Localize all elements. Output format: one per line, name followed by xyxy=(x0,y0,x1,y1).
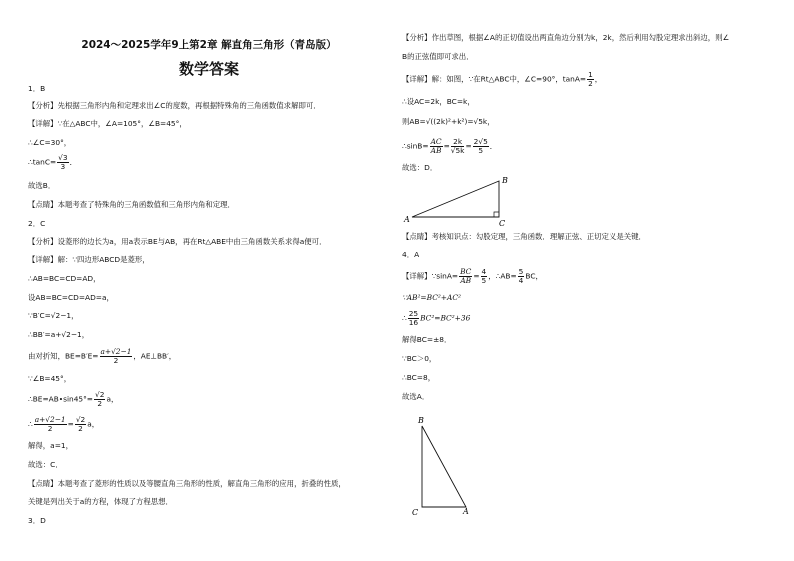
q4-detail-fraction-3 xyxy=(518,268,525,285)
q2-s7-prefix: ∴BE=AB•sin45°= xyxy=(28,394,94,404)
fraction-denominator: 5 xyxy=(481,276,487,285)
document-subtitle: 数学答案 xyxy=(178,60,239,78)
q3-triangle xyxy=(412,181,499,217)
q3-analysis-line1: 【分析】作出草图，根据∠A的正切值设出两直角边分别为k，2k，然后利用勾股定理求出斜边，则∠ xyxy=(402,33,730,42)
q1-step2-fraction xyxy=(57,154,68,171)
q4-triangle xyxy=(422,426,466,507)
q2-choose: 故选：C． xyxy=(28,460,63,469)
q2-s7 xyxy=(28,391,118,408)
fraction-denominator: 3 xyxy=(60,162,66,171)
q3-s3-fraction-3 xyxy=(473,138,489,155)
fraction-numerator: 4 xyxy=(481,267,487,276)
q2-comment-line2: 关键是列出关于a的方程，体现了方程思想． xyxy=(28,497,173,506)
fraction-numerator: 5 xyxy=(518,267,524,276)
q3-detail-suffix: ， xyxy=(594,74,603,84)
q2-s5-suffix: ，AE⊥BB′， xyxy=(133,351,177,361)
document-title: 2024～2025学年9上第2章 解直角三角形（青岛版） xyxy=(81,39,337,51)
q1-comment: 【点睛】本题考查了特殊角的三角函数值和三角形内角和定理． xyxy=(28,200,235,209)
q4-s1: ∵AB²=BC²+AC² xyxy=(402,293,461,302)
q3-s3 xyxy=(402,138,497,155)
q4-choose: 故选A． xyxy=(402,392,430,401)
fraction-numerator: a+√2−1 xyxy=(34,415,66,424)
q4-detail-suffix: BC， xyxy=(525,271,543,281)
fraction-denominator: 2 xyxy=(97,399,103,408)
q4-detail-prefix: 【详解】∵sinA= xyxy=(402,271,459,281)
q2-s2: 设AB=BC=CD=AD=a， xyxy=(28,293,114,302)
q4-s2-fraction xyxy=(408,310,419,327)
q4-detail-equals: = xyxy=(473,271,480,281)
q3-detail-fraction xyxy=(587,71,594,88)
q4-triangle-figure xyxy=(408,414,488,518)
q2-s1: ∴AB=BC=CD=AD， xyxy=(28,274,101,283)
q4-s2-suffix: BC²=BC²+36 xyxy=(420,313,471,323)
q4-label-a: A xyxy=(463,507,469,516)
q1-choose: 故选B． xyxy=(28,181,56,190)
fraction-denominator: AB xyxy=(460,276,472,285)
q3-label-a: A xyxy=(404,215,410,224)
q3-detail xyxy=(402,71,602,88)
q3-choose: 故选：D． xyxy=(402,163,438,172)
q1-analysis: 【分析】先根据三角形内角和定理求出∠C的度数，再根据特殊角的三角函数值求解即可． xyxy=(28,101,321,110)
fraction-numerator: √3 xyxy=(58,153,68,162)
q2-comment-line1: 【点睛】本题考查了菱形的性质以及等腰直角三角形的性质，解直角三角形的应用，折叠的性质， xyxy=(28,479,346,488)
fraction-denominator: AB xyxy=(430,146,442,155)
q3-label-c: C xyxy=(499,219,506,228)
q2-s8-prefix: ∴ xyxy=(28,419,33,429)
q2-s8 xyxy=(28,416,99,433)
q4-s3: 解得BC=±8． xyxy=(402,335,452,344)
q4-detail-middle: ，∴AB= xyxy=(488,271,517,281)
q3-s3-equals-1: = xyxy=(443,141,450,151)
fraction-numerator: 1 xyxy=(588,70,593,79)
q2-s4: ∴BB′=a+√2−1， xyxy=(28,330,90,339)
q3-s1: ∴设AC=2k，BC=k， xyxy=(402,97,475,106)
q3-label-b: B xyxy=(502,176,508,185)
q2-answer: 2．C xyxy=(28,219,46,228)
q2-s9: 解得，a=1， xyxy=(28,441,73,450)
fraction-numerator: 2k xyxy=(451,138,465,147)
q1-step2-suffix: ． xyxy=(69,157,77,167)
q4-label-b: B xyxy=(418,416,424,425)
q4-s2-prefix: ∴ xyxy=(402,313,407,323)
fraction-numerator: √2 xyxy=(75,415,86,424)
fraction-denominator: 16 xyxy=(408,318,419,327)
fraction-numerator: 2√5 xyxy=(473,137,488,146)
q2-s3: ∵B′C=√2−1， xyxy=(28,311,79,320)
q3-s3-fraction-2 xyxy=(451,138,465,155)
q1-step1: ∴∠C=30°， xyxy=(28,138,72,147)
q3-right-angle-mark xyxy=(494,212,499,217)
fraction-numerator: AC xyxy=(430,137,442,146)
q3-answer: 3．D xyxy=(28,516,46,525)
q3-comment: 【点睛】考核知识点：勾股定理，三角函数．理解正弦、正切定义是关键． xyxy=(402,232,646,241)
q3-s3-suffix: ． xyxy=(489,141,498,151)
q4-answer: 4．A xyxy=(402,250,420,259)
fraction-numerator: √2 xyxy=(95,390,105,399)
q3-triangle-figure xyxy=(402,174,522,228)
q4-detail xyxy=(402,268,543,285)
fraction-denominator: √5k xyxy=(450,146,465,155)
q1-detail: 【详解】∵在△ABC中，∠A=105°，∠B=45°， xyxy=(28,119,187,128)
fraction-denominator: 2 xyxy=(113,356,119,365)
q2-s6: ∵∠B=45°， xyxy=(28,374,72,383)
fraction-numerator: a+√2−1 xyxy=(100,347,132,356)
q2-s8-equals: = xyxy=(67,419,74,429)
q4-s4: ∵BC＞0， xyxy=(402,354,437,363)
q3-s3-prefix: ∴sinB= xyxy=(402,141,429,151)
q2-s5-prefix: 由对折知，BE=B′E= xyxy=(28,351,99,361)
q2-s5-fraction xyxy=(100,348,133,365)
q3-analysis-line2: B的正弦值即可求出． xyxy=(402,52,474,61)
q2-s8-fraction-left xyxy=(34,416,67,433)
q2-s7-suffix: a， xyxy=(106,394,119,404)
q3-s3-equals-2: = xyxy=(465,141,472,151)
q2-detail: 【详解】解：∵四边形ABCD是菱形， xyxy=(28,255,150,264)
q4-detail-fraction-2 xyxy=(481,268,488,285)
fraction-denominator: 2 xyxy=(47,424,53,433)
fraction-denominator: 2 xyxy=(588,79,593,88)
q1-answer: 1．B xyxy=(28,84,46,93)
fraction-numerator: 25 xyxy=(408,309,419,318)
q2-s7-fraction xyxy=(94,391,105,408)
fraction-denominator: 2 xyxy=(78,424,83,433)
q3-s2: 则AB=√((2k)²+k²)=√5k， xyxy=(402,117,495,126)
q4-label-c: C xyxy=(412,508,419,517)
q3-detail-prefix: 【详解】解：如图，∵在Rt△ABC中，∠C=90°，tanA= xyxy=(402,74,587,84)
q1-step2-prefix: ∴tanC= xyxy=(28,157,57,167)
q4-s2 xyxy=(402,310,470,327)
q3-s3-fraction-1 xyxy=(430,138,443,155)
q2-s8-suffix: a， xyxy=(87,419,100,429)
q2-analysis: 【分析】设菱形的边长为a，用a表示BE与AB，再在Rt△ABE中由三角函数关系求得a便可． xyxy=(28,237,327,246)
q1-step2 xyxy=(28,154,77,171)
fraction-numerator: BC xyxy=(460,267,472,276)
q4-detail-fraction-1 xyxy=(459,268,472,285)
fraction-denominator: 4 xyxy=(518,276,524,285)
q2-s8-fraction-right xyxy=(75,416,86,433)
q2-s5 xyxy=(28,348,176,365)
fraction-denominator: 5 xyxy=(478,146,484,155)
q4-s5: ∴BC=8， xyxy=(402,373,436,382)
